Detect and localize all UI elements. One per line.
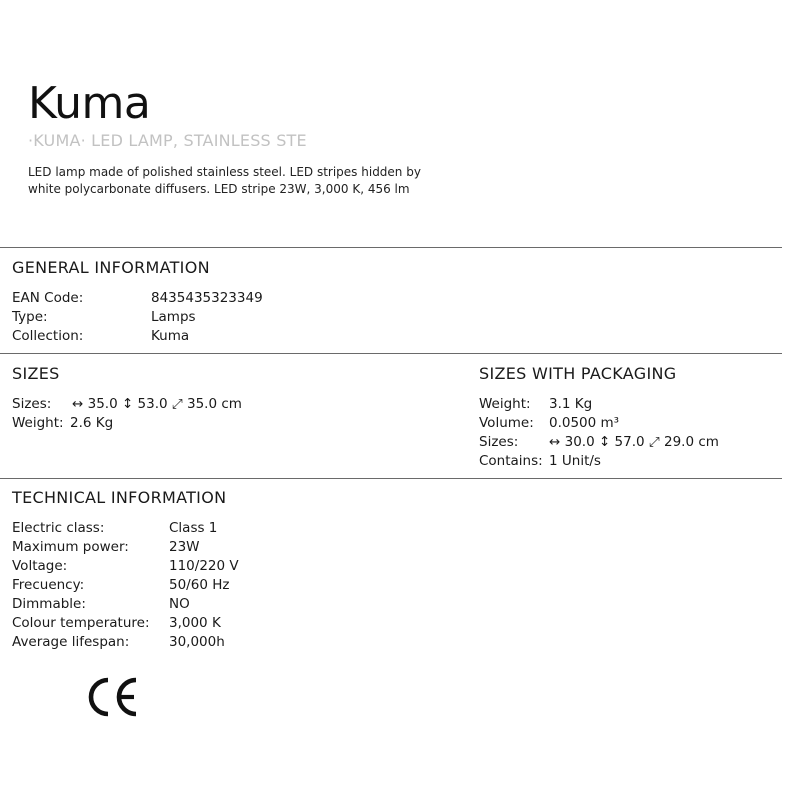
general-label-collection: Collection: xyxy=(12,328,84,344)
technical-label-voltage: Voltage: xyxy=(12,558,68,574)
technical-label-dimmable: Dimmable: xyxy=(12,596,86,612)
sizes-value-weight: 2.6 Kg xyxy=(70,415,114,431)
ce-mark-icon xyxy=(84,674,140,720)
divider-technical xyxy=(0,478,782,479)
technical-value-frequency: 50/60 Hz xyxy=(169,577,230,593)
sizes-heading: SIZES xyxy=(12,364,60,383)
general-info-heading: GENERAL INFORMATION xyxy=(12,258,210,277)
sizes-label-dimensions: Sizes: xyxy=(12,396,52,412)
technical-value-max-power: 23W xyxy=(169,539,200,555)
general-label-type: Type: xyxy=(12,309,48,325)
product-description: LED lamp made of polished stainless steel. LED stripes hidden by white polycarbonate diffusers. LED stripe 23W, 3,000 K, 456 lm xyxy=(28,165,421,196)
sizes-value-dimensions: ↔ 35.0 ↕ 53.0 ⤢ 35.0 cm xyxy=(72,396,242,412)
packaging-label-volume: Volume: xyxy=(479,415,534,431)
packaging-value-contains: 1 Unit/s xyxy=(549,453,601,469)
technical-label-max-power: Maximum power: xyxy=(12,539,129,555)
technical-value-electric-class: Class 1 xyxy=(169,520,218,536)
packaging-label-weight: Weight: xyxy=(479,396,531,412)
technical-label-electric-class: Electric class: xyxy=(12,520,105,536)
technical-label-colour-temperature: Colour temperature: xyxy=(12,615,150,631)
packaging-value-dimensions: ↔ 30.0 ↕ 57.0 ⤢ 29.0 cm xyxy=(549,434,719,450)
general-label-ean: EAN Code: xyxy=(12,290,84,306)
packaging-value-weight: 3.1 Kg xyxy=(549,396,593,412)
packaging-label-dimensions: Sizes: xyxy=(479,434,519,450)
technical-value-dimmable: NO xyxy=(169,596,190,612)
technical-value-voltage: 110/220 V xyxy=(169,558,239,574)
divider-general xyxy=(0,247,782,248)
divider-sizes xyxy=(0,353,782,354)
technical-value-colour-temperature: 3,000 K xyxy=(169,615,221,631)
sizes-label-weight: Weight: xyxy=(12,415,64,431)
technical-value-lifespan: 30,000h xyxy=(169,634,225,650)
packaging-label-contains: Contains: xyxy=(479,453,543,469)
sizes-packaging-heading: SIZES WITH PACKAGING xyxy=(479,364,677,383)
technical-label-lifespan: Average lifespan: xyxy=(12,634,130,650)
general-value-type: Lamps xyxy=(151,309,196,325)
product-title: Kuma xyxy=(28,78,151,129)
general-value-ean: 8435435323349 xyxy=(151,290,263,306)
product-header xyxy=(28,78,508,198)
product-subtitle: ·KUMA· LED LAMP, STAINLESS STE xyxy=(28,131,307,150)
technical-info-heading: TECHNICAL INFORMATION xyxy=(12,488,227,507)
packaging-value-volume: 0.0500 m³ xyxy=(549,415,620,431)
technical-label-frequency: Frecuency: xyxy=(12,577,85,593)
general-value-collection: Kuma xyxy=(151,328,190,344)
